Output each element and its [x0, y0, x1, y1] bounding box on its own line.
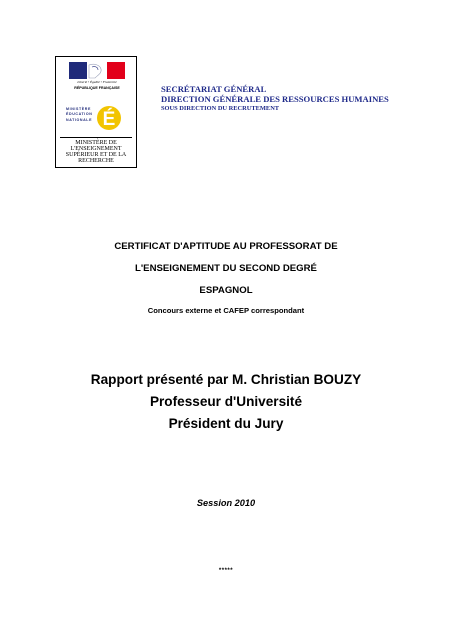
header-text — [161, 84, 441, 113]
header-direction: DIRECTION GÉNÉRALE DES RESSOURCES HUMAINES — [161, 94, 389, 104]
report-line: Professeur d'Université — [149, 394, 303, 409]
education-nationale-logo — [66, 103, 128, 131]
republique-francaise-logo — [65, 61, 129, 97]
ministry-logo-block — [55, 56, 137, 168]
certificate-title-line: L'ENSEIGNEMENT DU SECOND DEGRÉ — [135, 263, 317, 274]
men-words — [66, 107, 92, 123]
report-line: Rapport présenté par M. Christian BOUZY — [90, 372, 362, 387]
mesr-label: MINISTÈRE DE L'ENSEIGNEMENT SUPÉRIEUR ET DE LA RECHERCHE — [60, 137, 132, 164]
session-label: Session 2010 — [196, 498, 256, 508]
marianne-flag-icon — [65, 61, 129, 80]
report-author — [0, 369, 452, 435]
separator-stars: ***** — [218, 568, 234, 574]
men-word: NATIONALE — [66, 117, 93, 122]
men-word: ÉDUCATION — [66, 112, 93, 117]
men-word: MINISTÈRE — [66, 107, 91, 111]
republique-name: RÉPUBLIQUE FRANÇAISE — [74, 86, 120, 90]
men-letter: É — [102, 109, 116, 130]
certificate-title — [0, 236, 452, 302]
certificate-title-line: CERTIFICAT D'APTITUDE AU PROFESSORAT DE — [114, 241, 338, 252]
men-emblem-icon — [94, 103, 124, 131]
republique-motto: Liberté • Égalité • Fraternité — [77, 80, 117, 84]
report-line: Président du Jury — [168, 416, 284, 431]
header-secretariat: SECRÉTARIAT GÉNÉRAL — [161, 84, 267, 94]
header-sous-direction: SOUS DIRECTION DU RECRUTEMENT — [161, 105, 280, 112]
concours-subtitle: Concours externe et CAFEP correspondant — [147, 306, 305, 315]
certificate-title-line: ESPAGNOL — [199, 285, 253, 296]
